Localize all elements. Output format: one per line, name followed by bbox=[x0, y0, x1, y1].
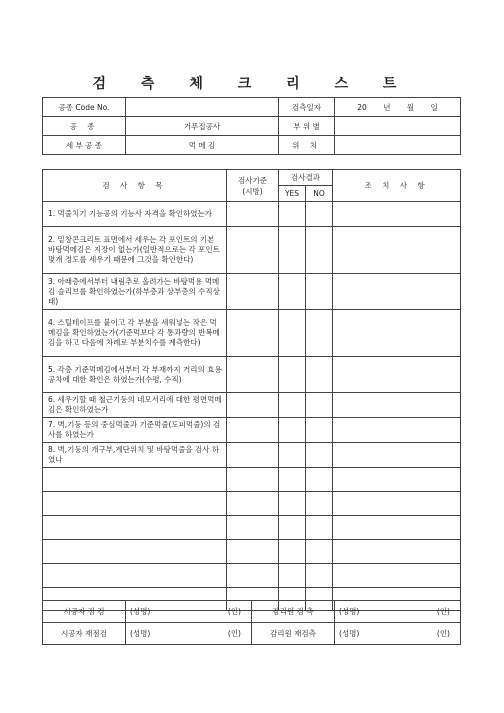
col-header-no: NO bbox=[306, 186, 333, 202]
contractor-check-label: 시공자 점 검 bbox=[43, 601, 126, 623]
checklist-cell-item bbox=[43, 492, 227, 516]
checklist-cell-criteria[interactable] bbox=[227, 227, 279, 274]
col-header-items: 검 사 항 목 bbox=[43, 170, 227, 202]
checklist-cell-criteria[interactable] bbox=[227, 357, 279, 393]
checklist-cell-yes[interactable] bbox=[279, 418, 306, 443]
checklist-cell-criteria[interactable] bbox=[227, 492, 279, 516]
location-label: 부 위 별 bbox=[279, 117, 335, 136]
checklist-cell-item: 1. 먹줄치기 기능공의 기능사 자격을 확인하였는가 bbox=[43, 202, 227, 227]
work-type-field[interactable]: 거푸집공사 bbox=[126, 117, 279, 136]
checklist-row bbox=[43, 540, 461, 564]
checklist-cell-item bbox=[43, 540, 227, 564]
contractor-recheck-signature[interactable] bbox=[126, 623, 252, 645]
checklist-row bbox=[43, 492, 461, 516]
seal-placeholder: (인) bbox=[436, 607, 450, 616]
checklist-cell-item bbox=[43, 564, 227, 588]
detail-work-field[interactable]: 먹 메 김 bbox=[126, 136, 279, 155]
checklist-cell-yes[interactable] bbox=[279, 564, 306, 588]
name-placeholder: (성명) bbox=[130, 607, 151, 616]
name-placeholder: (성명) bbox=[130, 629, 151, 638]
checklist-row bbox=[43, 564, 461, 588]
name-placeholder: (성명) bbox=[339, 629, 360, 638]
checklist-cell-item: 8. 벽,기둥의 개구부,계단위치 및 바탕먹줄을 검사 하였나 bbox=[43, 443, 227, 468]
checklist-cell-item: 6. 세우기할 때 철근기둥의 네모서리에 대한 평면먹메김은 확인하였는가 bbox=[43, 393, 227, 418]
checklist-cell-no[interactable] bbox=[306, 310, 333, 357]
checklist-cell-no[interactable] bbox=[306, 540, 333, 564]
checklist-cell-action[interactable] bbox=[333, 516, 461, 540]
checklist-cell-action[interactable] bbox=[333, 393, 461, 418]
checklist-cell-criteria[interactable] bbox=[227, 540, 279, 564]
checklist-cell-yes[interactable] bbox=[279, 516, 306, 540]
col-header-action: 조 치 사 항 bbox=[333, 170, 461, 202]
checklist-cell-no[interactable] bbox=[306, 418, 333, 443]
checklist-cell-yes[interactable] bbox=[279, 357, 306, 393]
checklist-cell-item: 2. 밑창콘크리트 표면에서 세우는 각 포인트의 기본 바탕먹메김은 지장이 없는가(일반적으로는 각 포인트 몇개 정도를 세우기 때문에 그것을 확인한다) bbox=[43, 227, 227, 274]
checklist-cell-action[interactable] bbox=[333, 418, 461, 443]
checklist-row bbox=[43, 357, 461, 393]
work-type-label: 공 종 bbox=[43, 117, 126, 136]
checklist-table bbox=[42, 169, 461, 611]
checklist-row bbox=[43, 468, 461, 492]
checklist-row bbox=[43, 393, 461, 418]
checklist-cell-yes[interactable] bbox=[279, 274, 306, 310]
checklist-row bbox=[43, 516, 461, 540]
checklist-cell-item: 4. 스틸테이프를 붙이고 각 부분을 세워넣는 작은 먹메김을 확인하였는가(기준먹보다 각 통과량의 반복메김을 하고 다음에 차례로 부분치수를 계측한다) bbox=[43, 310, 227, 357]
checklist-cell-item: 3. 아래층에서부터 내림추로 올려가는 바탕먹용 먹메김 슬리브를 확인하였는가(하부층과 상부층의 수직상태) bbox=[43, 274, 227, 310]
seal-placeholder: (인) bbox=[227, 607, 241, 616]
checklist-cell-criteria[interactable] bbox=[227, 393, 279, 418]
checklist-cell-action[interactable] bbox=[333, 564, 461, 588]
checklist-cell-action[interactable] bbox=[333, 468, 461, 492]
checklist-cell-no[interactable] bbox=[306, 393, 333, 418]
inspection-date-field[interactable]: 20 년 월 일 bbox=[335, 98, 461, 117]
checklist-cell-no[interactable] bbox=[306, 492, 333, 516]
project-code-label: 공종 Code No. bbox=[43, 98, 126, 117]
checklist-cell-action[interactable] bbox=[333, 443, 461, 468]
checklist-cell-criteria[interactable] bbox=[227, 202, 279, 227]
checklist-cell-no[interactable] bbox=[306, 357, 333, 393]
inspection-date-label: 검측일자 bbox=[279, 98, 335, 117]
checklist-cell-action[interactable] bbox=[333, 540, 461, 564]
project-code-field[interactable] bbox=[126, 98, 279, 117]
checklist-cell-criteria[interactable] bbox=[227, 274, 279, 310]
checklist-cell-yes[interactable] bbox=[279, 227, 306, 274]
checklist-cell-criteria[interactable] bbox=[227, 516, 279, 540]
checklist-cell-yes[interactable] bbox=[279, 468, 306, 492]
checklist-cell-criteria[interactable] bbox=[227, 468, 279, 492]
supervisor-recheck-signature[interactable] bbox=[335, 623, 461, 645]
checklist-cell-action[interactable] bbox=[333, 310, 461, 357]
location-field[interactable] bbox=[335, 117, 461, 136]
col-header-yes: YES bbox=[279, 186, 306, 202]
checklist-row bbox=[43, 227, 461, 274]
checklist-cell-criteria[interactable] bbox=[227, 564, 279, 588]
checklist-row bbox=[43, 310, 461, 357]
seal-placeholder: (인) bbox=[227, 629, 241, 638]
detail-work-label: 세 부 공 종 bbox=[43, 136, 126, 155]
checklist-row bbox=[43, 202, 461, 227]
checklist-cell-no[interactable] bbox=[306, 443, 333, 468]
checklist-cell-yes[interactable] bbox=[279, 393, 306, 418]
contractor-check-signature[interactable] bbox=[126, 601, 252, 623]
contractor-recheck-label: 시공자 재점검 bbox=[43, 623, 126, 645]
checklist-row bbox=[43, 418, 461, 443]
checklist-cell-no[interactable] bbox=[306, 516, 333, 540]
checklist-cell-no[interactable] bbox=[306, 564, 333, 588]
signature-table bbox=[42, 600, 461, 645]
checklist-cell-criteria[interactable] bbox=[227, 310, 279, 357]
position-label: 위 치 bbox=[279, 136, 335, 155]
checklist-row bbox=[43, 443, 461, 468]
checklist-cell-item bbox=[43, 468, 227, 492]
checklist-cell-action[interactable] bbox=[333, 227, 461, 274]
checklist-cell-criteria[interactable] bbox=[227, 418, 279, 443]
checklist-cell-yes[interactable] bbox=[279, 492, 306, 516]
checklist-cell-item: 5. 각층 기준먹메김에서부터 각 부재까지 거리의 효용공차에 대한 확인은 하였는가(수평, 수직) bbox=[43, 357, 227, 393]
checklist-cell-item: 7. 벽,기둥 등의 중심먹줄과 기준먹줄(도피먹줄)의 검사를 하였는가 bbox=[43, 418, 227, 443]
supervisor-check-signature[interactable] bbox=[335, 601, 461, 623]
checklist-cell-action[interactable] bbox=[333, 202, 461, 227]
name-placeholder: (성명) bbox=[339, 607, 360, 616]
checklist-cell-no[interactable] bbox=[306, 468, 333, 492]
page-title: 검 측 체 크 리 스 트 bbox=[92, 76, 412, 92]
header-table bbox=[42, 97, 461, 155]
col-header-result: 검사결과 bbox=[279, 170, 333, 186]
checklist-cell-yes[interactable] bbox=[279, 310, 306, 357]
checklist-cell-yes[interactable] bbox=[279, 443, 306, 468]
checklist-cell-action[interactable] bbox=[333, 357, 461, 393]
checklist-body bbox=[43, 202, 461, 611]
checklist-cell-yes[interactable] bbox=[279, 540, 306, 564]
checklist-cell-item bbox=[43, 516, 227, 540]
checklist-row bbox=[43, 274, 461, 310]
col-header-criteria: 검사기준 (시방) bbox=[227, 170, 279, 202]
checklist-cell-action[interactable] bbox=[333, 274, 461, 310]
checklist-cell-no[interactable] bbox=[306, 274, 333, 310]
checklist-cell-no[interactable] bbox=[306, 202, 333, 227]
seal-placeholder: (인) bbox=[436, 629, 450, 638]
checklist-cell-criteria[interactable] bbox=[227, 443, 279, 468]
supervisor-check-label: 감리원 검 측 bbox=[252, 601, 335, 623]
position-field[interactable] bbox=[335, 136, 461, 155]
checklist-cell-action[interactable] bbox=[333, 492, 461, 516]
supervisor-recheck-label: 감리원 재검측 bbox=[252, 623, 335, 645]
checklist-cell-no[interactable] bbox=[306, 227, 333, 274]
checklist-cell-yes[interactable] bbox=[279, 202, 306, 227]
